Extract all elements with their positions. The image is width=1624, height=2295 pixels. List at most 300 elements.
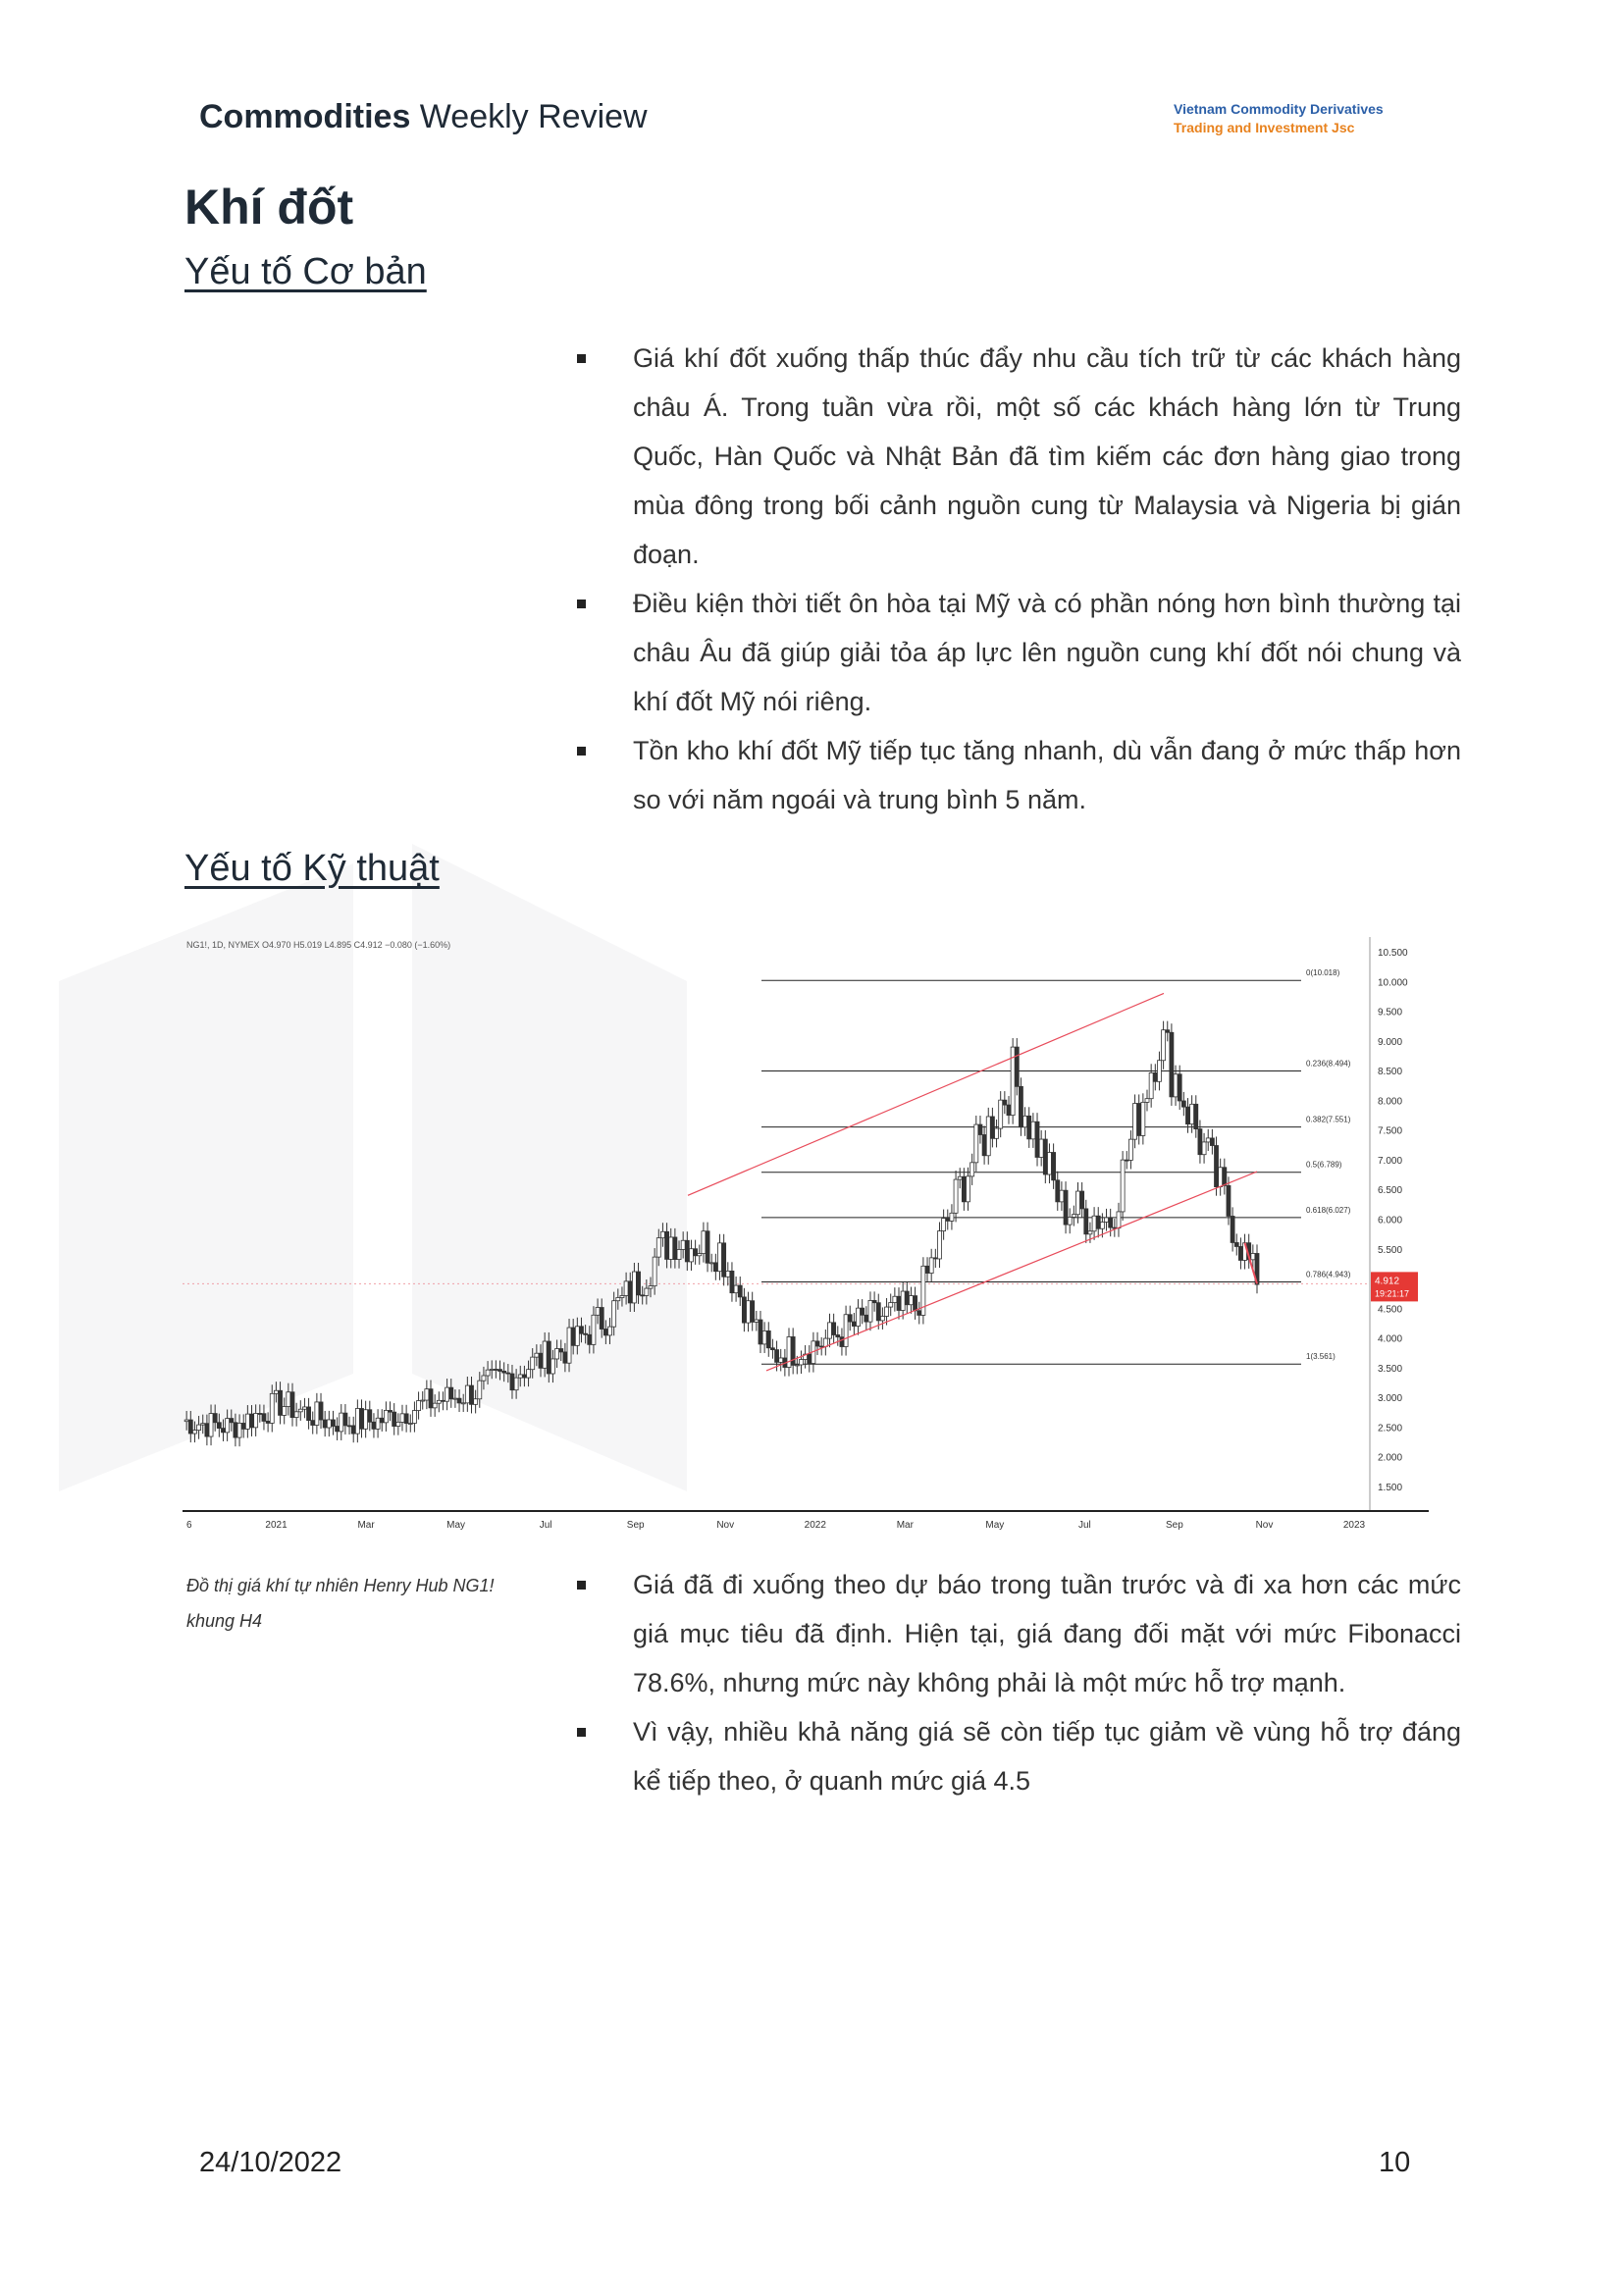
candle-body xyxy=(1052,1152,1056,1179)
candle-body xyxy=(755,1320,759,1322)
candle-body xyxy=(1227,1185,1231,1216)
technical-bullet: Vì vậy, nhiều khả năng giá sẽ còn tiếp tục giảm về vùng hỗ trợ đáng kể tiếp theo, ở quanh mức giá 4.5 xyxy=(633,1707,1461,1805)
candle-body xyxy=(1117,1212,1121,1228)
candle-body xyxy=(478,1381,482,1399)
candle-body xyxy=(861,1308,864,1315)
candle-body xyxy=(408,1424,412,1425)
candle-body xyxy=(287,1392,290,1407)
candle-body xyxy=(494,1369,498,1370)
candle-body xyxy=(510,1374,514,1390)
candle-body xyxy=(1141,1102,1145,1135)
candle-body xyxy=(1181,1101,1185,1107)
candle-body xyxy=(274,1390,278,1393)
candle-body xyxy=(1088,1231,1092,1234)
fib-level-label: 0.5(6.789) xyxy=(1306,1160,1342,1170)
candle-body xyxy=(1121,1160,1125,1212)
candle-body xyxy=(567,1328,571,1363)
y-tick-label: 8.000 xyxy=(1378,1096,1403,1108)
page-number: 10 xyxy=(1379,2147,1411,2178)
candle-body xyxy=(889,1303,893,1308)
fundamentals-heading: Yếu tố Cơ bản xyxy=(184,251,427,292)
chart-legend: NG1!, 1D, NYMEX O4.970 H5.019 L4.895 C4.912 −0.080 (−1.60%) xyxy=(186,940,451,950)
candle-body xyxy=(237,1423,241,1437)
candle-body xyxy=(596,1308,600,1316)
candle-body xyxy=(823,1338,827,1346)
candle-body xyxy=(1157,1061,1161,1082)
technical-bullet: Giá đã đi xuống theo dự báo trong tuần trước và đi xa hơn các mức giá mục tiêu đã định. Hiện tại, giá đang đối mặt với mức Fibonacci 78.6%, nhưng mức này không phải là một mức hỗ trợ mạnh. xyxy=(633,1560,1461,1707)
candle-body xyxy=(514,1378,518,1390)
candle-body xyxy=(1031,1121,1035,1139)
y-tick-label: 10.500 xyxy=(1378,948,1408,959)
y-tick-label: 3.000 xyxy=(1378,1393,1403,1405)
candle-body xyxy=(914,1296,917,1311)
candle-body xyxy=(327,1420,331,1428)
channel-lower-line xyxy=(766,1172,1257,1371)
candle-body xyxy=(417,1400,421,1410)
candle-body xyxy=(184,1420,188,1422)
fundamentals-bullet: Tồn kho khí đốt Mỹ tiếp tục tăng nhanh, dù vẫn đang ở mức thấp hơn so với năm ngoái và trung bình 5 năm. xyxy=(633,726,1461,824)
candle-body xyxy=(848,1315,852,1322)
candle-body xyxy=(469,1385,473,1404)
candle-body xyxy=(1231,1216,1234,1242)
candle-body xyxy=(681,1240,685,1249)
candle-body xyxy=(307,1407,311,1421)
candle-body xyxy=(978,1124,982,1134)
fundamentals-bullet: Điều kiện thời tiết ôn hòa tại Mỹ và có phần nóng hơn bình thường tại châu Âu đã giúp giải tỏa áp lực lên nguồn cung khí đốt nói chung và khí đốt Mỹ nói riêng. xyxy=(633,579,1461,726)
candle-body xyxy=(734,1285,738,1293)
candle-body xyxy=(355,1408,359,1434)
candle-body xyxy=(498,1370,502,1372)
candle-body xyxy=(868,1300,872,1322)
candle-body xyxy=(453,1398,457,1399)
price-chart xyxy=(183,932,1429,1531)
candle-body xyxy=(632,1272,636,1303)
candle-body xyxy=(787,1336,791,1367)
candle-body xyxy=(925,1266,929,1273)
candle-body xyxy=(445,1387,449,1401)
candle-body xyxy=(298,1409,302,1412)
candle-body xyxy=(315,1402,319,1426)
candle-body xyxy=(1223,1168,1227,1186)
candle-body xyxy=(197,1425,201,1431)
candle-body xyxy=(433,1403,437,1408)
candle-body xyxy=(726,1271,730,1277)
candle-body xyxy=(1234,1242,1238,1246)
fib-level-label: 1(3.561) xyxy=(1306,1352,1336,1362)
candle-body xyxy=(706,1231,709,1264)
candle-body xyxy=(1023,1116,1027,1126)
candle-body xyxy=(347,1426,351,1427)
candle-body xyxy=(901,1291,905,1310)
candle-body xyxy=(885,1307,889,1316)
candle-body xyxy=(230,1419,234,1423)
candle-body xyxy=(302,1407,306,1409)
candle-body xyxy=(266,1421,270,1423)
candle-body xyxy=(1170,1032,1174,1097)
candle-body xyxy=(762,1330,766,1343)
candle-body xyxy=(400,1414,404,1423)
candle-body xyxy=(1190,1104,1194,1123)
candle-body xyxy=(241,1423,245,1429)
candle-body xyxy=(1015,1047,1019,1086)
candle-body xyxy=(1080,1191,1084,1209)
x-tick-label: May xyxy=(985,1520,1005,1531)
candle-body xyxy=(876,1303,880,1321)
candle-body xyxy=(815,1341,819,1346)
candle-body xyxy=(372,1422,376,1429)
price-tag-timer: 19:21:17 xyxy=(1375,1288,1410,1299)
x-tick-label: Mar xyxy=(896,1520,914,1531)
candle-body xyxy=(522,1375,526,1378)
candle-body xyxy=(624,1281,628,1296)
candle-body xyxy=(974,1124,978,1163)
candle-body xyxy=(852,1322,856,1326)
candle-body xyxy=(412,1411,416,1424)
candle-body xyxy=(1035,1121,1039,1157)
candle-body xyxy=(819,1346,823,1347)
x-tick-label: Mar xyxy=(357,1520,375,1531)
brand-line-1: Vietnam Commodity Derivatives xyxy=(1174,101,1384,117)
candle-body xyxy=(279,1390,283,1415)
candle-body xyxy=(205,1424,209,1436)
candle-body xyxy=(893,1296,897,1302)
candle-body xyxy=(1100,1222,1104,1228)
candle-body xyxy=(685,1240,689,1262)
candle-body xyxy=(188,1420,192,1434)
candle-body xyxy=(864,1315,868,1322)
section-title: Khí đốt xyxy=(184,180,354,235)
candle-body xyxy=(490,1369,494,1370)
x-tick-label: Sep xyxy=(1166,1520,1183,1531)
candle-body xyxy=(421,1400,425,1401)
candle-body xyxy=(396,1422,400,1426)
candle-body xyxy=(449,1387,453,1399)
candle-body xyxy=(1133,1104,1137,1140)
candle-body xyxy=(649,1286,653,1289)
candle-body xyxy=(1092,1216,1096,1231)
candle-body xyxy=(1206,1138,1210,1142)
candle-body xyxy=(283,1407,287,1416)
y-tick-label: 8.500 xyxy=(1378,1067,1403,1078)
candle-body xyxy=(343,1413,347,1426)
candle-body xyxy=(1043,1139,1047,1174)
candle-body xyxy=(677,1249,681,1259)
candle-body xyxy=(779,1358,783,1362)
candle-body xyxy=(213,1414,217,1423)
candle-body xyxy=(1174,1074,1178,1097)
candle-body xyxy=(502,1371,506,1373)
candle-body xyxy=(880,1317,884,1321)
candle-body xyxy=(336,1427,340,1432)
candle-body xyxy=(909,1296,913,1305)
y-tick-label: 7.500 xyxy=(1378,1125,1403,1137)
y-tick-label: 1.500 xyxy=(1378,1483,1403,1493)
report-title xyxy=(199,98,648,136)
candle-body xyxy=(962,1176,966,1202)
candle-body xyxy=(543,1341,547,1368)
candle-body xyxy=(665,1231,669,1259)
candle-body xyxy=(954,1179,958,1213)
candle-body xyxy=(425,1389,429,1400)
candle-body xyxy=(645,1288,649,1295)
candle-body xyxy=(465,1385,469,1403)
candle-body xyxy=(950,1213,954,1221)
fib-level-label: 0(10.018) xyxy=(1306,968,1340,978)
candle-body xyxy=(360,1408,364,1429)
candle-body xyxy=(217,1423,221,1429)
candle-body xyxy=(1072,1215,1075,1218)
candle-body xyxy=(620,1295,624,1297)
x-tick-label: 2022 xyxy=(804,1520,826,1531)
candle-body xyxy=(795,1365,799,1366)
candle-body xyxy=(192,1431,196,1434)
y-tick-label: 6.500 xyxy=(1378,1185,1403,1197)
candle-body xyxy=(637,1272,641,1295)
price-tag-value: 4.912 xyxy=(1375,1276,1400,1287)
x-tick-label: Nov xyxy=(716,1520,735,1531)
candle-body xyxy=(608,1327,612,1335)
candle-body xyxy=(612,1301,616,1327)
candle-body xyxy=(201,1424,205,1425)
candle-body xyxy=(958,1176,962,1179)
candle-body xyxy=(1219,1168,1223,1187)
candle-body xyxy=(937,1231,941,1259)
x-tick-label: Jul xyxy=(1077,1520,1091,1531)
brand-line-2: Trading and Investment Jsc xyxy=(1174,120,1355,135)
y-tick-label: 9.500 xyxy=(1378,1007,1403,1018)
candle-body xyxy=(840,1337,844,1347)
candle-body xyxy=(656,1238,660,1257)
candle-body xyxy=(555,1349,559,1359)
candle-body xyxy=(1056,1180,1060,1202)
x-tick-label: Jul xyxy=(539,1520,552,1531)
candle-body xyxy=(827,1323,831,1338)
x-tick-label: Nov xyxy=(1255,1520,1274,1531)
price-chart-svg xyxy=(183,932,1429,1531)
candle-body xyxy=(559,1349,563,1352)
y-tick-label: 4.000 xyxy=(1378,1333,1403,1345)
candle-body xyxy=(1019,1086,1022,1126)
candle-body xyxy=(738,1285,742,1297)
fib-level-label: 0.786(4.943) xyxy=(1306,1270,1351,1279)
candle-body xyxy=(600,1308,603,1330)
candle-body xyxy=(226,1419,230,1433)
candle-body xyxy=(461,1403,465,1404)
candle-body xyxy=(933,1258,937,1259)
candle-body xyxy=(694,1249,698,1256)
y-tick-label: 3.500 xyxy=(1378,1363,1403,1375)
candle-body xyxy=(967,1176,970,1202)
candle-body xyxy=(897,1296,901,1310)
candle-body xyxy=(290,1392,294,1418)
candle-body xyxy=(294,1412,298,1418)
candle-body xyxy=(563,1352,567,1363)
y-tick-label: 2.000 xyxy=(1378,1452,1403,1464)
candle-body xyxy=(250,1414,254,1428)
report-title-bold: Commodities xyxy=(199,98,411,135)
candle-body xyxy=(518,1375,522,1378)
candle-body xyxy=(660,1231,664,1237)
candle-body xyxy=(698,1254,702,1256)
candle-body xyxy=(588,1334,592,1344)
candle-body xyxy=(1027,1116,1031,1138)
y-tick-label: 10.000 xyxy=(1378,977,1408,989)
candle-body xyxy=(592,1315,596,1344)
candle-body xyxy=(1178,1074,1181,1101)
candle-body xyxy=(404,1414,408,1424)
x-tick-label: May xyxy=(446,1520,466,1531)
x-tick-label: 6 xyxy=(186,1520,192,1531)
candle-body xyxy=(759,1320,762,1344)
candle-body xyxy=(872,1300,876,1302)
candle-body xyxy=(364,1410,368,1430)
candle-body xyxy=(653,1257,656,1285)
fundamentals-list xyxy=(633,334,1461,824)
candle-body xyxy=(1084,1209,1088,1234)
candle-body xyxy=(673,1237,677,1260)
y-tick-label: 7.000 xyxy=(1378,1155,1403,1167)
candle-body xyxy=(836,1334,840,1336)
candle-body xyxy=(770,1348,774,1350)
candle-body xyxy=(628,1281,632,1303)
candle-body xyxy=(616,1297,620,1300)
candle-body xyxy=(999,1100,1003,1128)
candle-body xyxy=(209,1414,213,1436)
candle-body xyxy=(380,1418,384,1423)
candle-body xyxy=(384,1410,388,1422)
candle-body xyxy=(905,1291,909,1305)
candle-body xyxy=(270,1393,274,1423)
candle-body xyxy=(234,1423,237,1437)
candle-body xyxy=(742,1297,746,1323)
candle-body xyxy=(1185,1107,1189,1123)
footer-date: 24/10/2022 xyxy=(199,2147,342,2178)
candle-body xyxy=(323,1420,327,1428)
company-logo-text xyxy=(1174,100,1384,137)
candle-body xyxy=(689,1249,693,1262)
candle-body xyxy=(1166,1030,1170,1033)
technical-heading: Yếu tố Kỹ thuật xyxy=(184,848,440,889)
candle-body xyxy=(946,1219,950,1222)
candle-body xyxy=(1153,1072,1157,1081)
candle-body xyxy=(990,1117,994,1138)
candle-body xyxy=(262,1414,266,1422)
y-tick-label: 9.000 xyxy=(1378,1036,1403,1048)
candle-body xyxy=(832,1323,836,1335)
candle-body xyxy=(986,1117,990,1156)
candle-body xyxy=(437,1400,441,1403)
candle-body xyxy=(942,1219,946,1231)
candle-body xyxy=(368,1410,372,1423)
candle-body xyxy=(775,1350,779,1363)
candle-body xyxy=(527,1370,531,1378)
fib-level-label: 0.382(7.551) xyxy=(1306,1115,1351,1124)
candle-body xyxy=(857,1308,861,1326)
candle-body xyxy=(550,1359,554,1374)
chart-caption: Đồ thị giá khí tự nhiên Henry Hub NG1! khung H4 xyxy=(186,1576,495,1631)
candle-body xyxy=(1003,1100,1007,1105)
candle-body xyxy=(766,1330,770,1347)
candle-body xyxy=(351,1426,355,1434)
candle-body xyxy=(1105,1218,1109,1223)
candle-body xyxy=(1076,1191,1080,1215)
candle-body xyxy=(1198,1129,1202,1155)
candle-body xyxy=(982,1134,986,1155)
candle-body xyxy=(799,1360,803,1365)
candle-body xyxy=(1064,1190,1068,1225)
candle-body xyxy=(1047,1152,1051,1174)
candle-body xyxy=(254,1413,258,1427)
candle-body xyxy=(393,1412,396,1426)
technical-list xyxy=(633,1560,1461,1805)
y-tick-label: 6.000 xyxy=(1378,1215,1403,1226)
candle-body xyxy=(917,1311,921,1316)
candle-body xyxy=(1109,1218,1113,1227)
fundamentals-bullet: Giá khí đốt xuống thấp thúc đẩy nhu cầu tích trữ từ các khách hàng châu Á. Trong tuần vừa rồi, một số các khách hàng lớn từ Trung Quốc, Hàn Quốc và Nhật Bản đã tìm kiếm các đơn hàng giao trong mùa đông trong bối cảnh nguồn cung từ Malaysia và Nigeria bị gián đoạn. xyxy=(633,334,1461,579)
candle-body xyxy=(1125,1160,1128,1161)
candle-body xyxy=(441,1400,445,1401)
candle-body xyxy=(389,1410,393,1412)
candle-body xyxy=(1068,1217,1072,1225)
candle-body xyxy=(747,1301,751,1323)
candle-body xyxy=(331,1420,335,1427)
candle-body xyxy=(1096,1216,1100,1228)
y-tick-label: 2.500 xyxy=(1378,1423,1403,1434)
fib-level-label: 0.618(6.027) xyxy=(1306,1205,1351,1215)
candle-body xyxy=(1210,1138,1214,1146)
candle-body xyxy=(482,1376,486,1381)
candle-body xyxy=(603,1330,607,1335)
candle-body xyxy=(808,1354,812,1363)
candle-body xyxy=(258,1413,262,1414)
candle-body xyxy=(1194,1104,1198,1128)
candle-body xyxy=(221,1429,225,1433)
candle-body xyxy=(1128,1139,1132,1160)
candle-body xyxy=(1060,1190,1064,1202)
candle-body xyxy=(722,1243,726,1277)
candle-body xyxy=(429,1389,433,1408)
channel-upper-line xyxy=(688,993,1164,1195)
candle-body xyxy=(641,1295,645,1296)
candle-body xyxy=(1039,1139,1043,1157)
x-tick-label: Sep xyxy=(626,1520,645,1531)
candle-body xyxy=(474,1399,478,1405)
candle-body xyxy=(929,1258,933,1274)
candle-body xyxy=(1149,1072,1153,1098)
candle-body xyxy=(340,1413,343,1432)
candle-body xyxy=(584,1333,588,1334)
candle-body xyxy=(457,1398,461,1403)
candle-body xyxy=(702,1231,706,1254)
candle-body xyxy=(1202,1142,1206,1155)
candle-body xyxy=(669,1237,673,1259)
candle-body xyxy=(718,1243,722,1272)
candle-body xyxy=(995,1128,999,1138)
candle-body xyxy=(1251,1253,1255,1259)
candle-body xyxy=(319,1402,323,1420)
candle-body xyxy=(506,1373,510,1374)
candle-body xyxy=(970,1163,974,1176)
candle-body xyxy=(1215,1146,1219,1187)
candle-body xyxy=(1162,1030,1166,1061)
candle-body xyxy=(579,1327,583,1333)
candle-body xyxy=(376,1418,380,1429)
candle-body xyxy=(535,1353,539,1357)
candle-body xyxy=(1007,1105,1011,1116)
candle-body xyxy=(709,1263,713,1264)
candle-body xyxy=(486,1370,490,1376)
y-tick-label: 4.500 xyxy=(1378,1304,1403,1316)
